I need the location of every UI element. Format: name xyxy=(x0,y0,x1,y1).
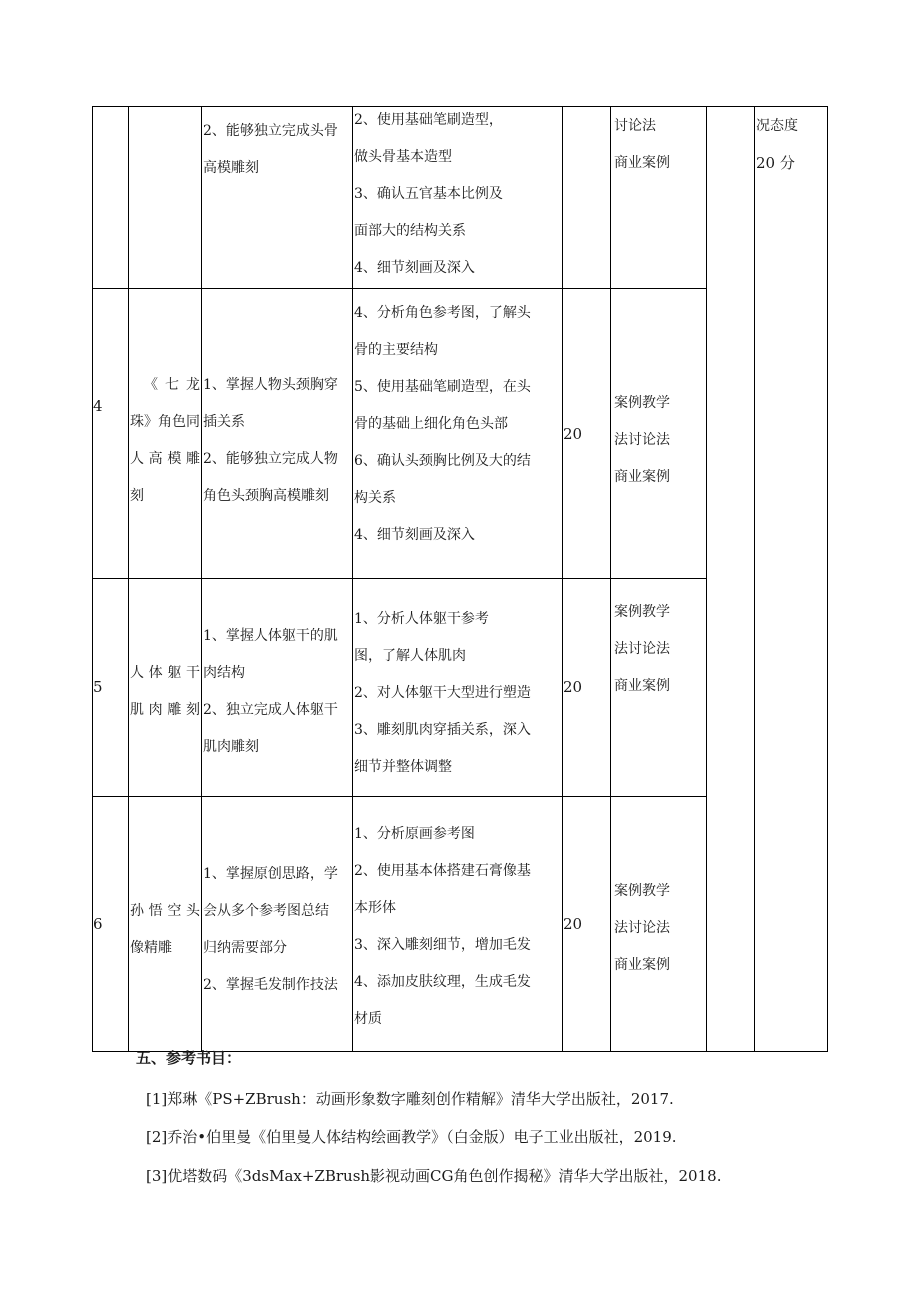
objectives-cell xyxy=(203,618,351,766)
reference-item: [3]优塔数码《3dsMax+ZBrush影视动画CG角色创作揭秘》清华大学出版社，2018. xyxy=(146,1167,722,1185)
col-divider xyxy=(201,106,202,1052)
objectives-cell xyxy=(203,113,351,187)
objective-line: 归纳需要部分 xyxy=(203,940,287,956)
col-divider xyxy=(610,106,611,1052)
row-divider xyxy=(92,796,706,797)
objective-line: 角色头颈胸高模雕刻 xyxy=(203,488,329,504)
col-divider xyxy=(754,106,755,1052)
topic-line: 人体躯干 xyxy=(130,665,200,681)
content-cell xyxy=(354,601,560,786)
content-line: 本形体 xyxy=(354,900,396,916)
content-line: 2、使用基础笔刷造型， xyxy=(354,112,503,128)
topic-line: 人高模雕 xyxy=(130,451,200,467)
content-cell xyxy=(354,816,560,1038)
content-line: 4、添加皮肤纹理，生成毛发 xyxy=(354,974,531,990)
content-line: 做头骨基本造型 xyxy=(354,149,452,165)
topic-line: 孙悟空头 xyxy=(130,903,200,919)
content-line: 4、分析角色参考图，了解头 xyxy=(354,305,531,321)
content-line: 构关系 xyxy=(354,490,396,506)
objective-line: 2、掌握毛发制作技法 xyxy=(203,977,338,993)
method-line: 案例教学 xyxy=(614,604,670,620)
objective-line: 2、能够独立完成人物 xyxy=(203,451,338,467)
methods-cell xyxy=(614,385,704,496)
content-line: 细节并整体调整 xyxy=(354,759,452,775)
content-line: 4、细节刻画及深入 xyxy=(354,527,475,543)
col-divider xyxy=(706,106,707,1052)
content-line: 3、确认五官基本比例及 xyxy=(354,186,503,202)
content-cell xyxy=(354,295,560,554)
content-line: 骨的主要结构 xyxy=(354,342,438,358)
topic-line: 珠》角色同 xyxy=(130,414,200,430)
content-line: 图，了解人体肌肉 xyxy=(354,648,466,664)
row-divider xyxy=(92,578,706,579)
objective-line: 1、掌握人物头颈胸穿 xyxy=(203,377,338,393)
hours-cell: 20 xyxy=(563,678,583,696)
hours-cell: 20 xyxy=(563,425,583,443)
method-line: 商业案例 xyxy=(614,957,670,973)
row-number: 5 xyxy=(93,678,103,696)
objective-line: 2、能够独立完成头骨 xyxy=(203,123,338,139)
topic-line: 刻 xyxy=(130,488,144,504)
content-line: 1、分析人体躯干参考 xyxy=(354,611,489,627)
objective-line: 高模雕刻 xyxy=(203,160,259,176)
content-line: 2、使用基本体搭建石膏像基 xyxy=(354,863,531,879)
method-line: 案例教学 xyxy=(614,883,670,899)
content-line: 4、细节刻画及深入 xyxy=(354,260,475,276)
content-line: 骨的基础上细化角色头部 xyxy=(354,416,508,432)
content-cell xyxy=(354,102,560,287)
topic-line: 像精雕 xyxy=(130,940,172,956)
content-line: 材质 xyxy=(354,1011,382,1027)
row-number: 4 xyxy=(93,397,103,415)
col-divider xyxy=(128,106,129,1052)
objective-line: 肌肉雕刻 xyxy=(203,739,259,755)
topic-line: 《七龙 xyxy=(144,377,200,393)
references-heading: 五、参考书目： xyxy=(136,1049,242,1067)
content-line: 面部大的结构关系 xyxy=(354,223,466,239)
method-line: 案例教学 xyxy=(614,395,670,411)
content-line: 1、分析原画参考图 xyxy=(354,826,475,842)
assessment-line: 20 分 xyxy=(756,154,795,172)
topic-cell xyxy=(130,367,200,515)
method-line: 法讨论法 xyxy=(614,641,670,657)
method-line: 商业案例 xyxy=(614,678,670,694)
methods-cell xyxy=(614,108,704,182)
hours-cell: 20 xyxy=(563,915,583,933)
content-line: 3、雕刻肌肉穿插关系，深入 xyxy=(354,722,531,738)
method-line: 讨论法 xyxy=(614,118,656,134)
objective-line: 插关系 xyxy=(203,414,245,430)
topic-line: 肌肉雕刻 xyxy=(130,702,200,718)
content-line: 6、确认头颈胸比例及大的结 xyxy=(354,453,531,469)
objectives-cell xyxy=(203,367,351,515)
objective-line: 2、独立完成人体躯干 xyxy=(203,702,338,718)
topic-cell xyxy=(130,655,200,729)
method-line: 商业案例 xyxy=(614,155,670,171)
objectives-cell xyxy=(203,856,351,1004)
reference-item: [2]乔治•伯里曼《伯里曼人体结构绘画教学》（白金版）电子工业出版社，2019. xyxy=(146,1128,677,1146)
assessment-line: 况态度 xyxy=(756,118,798,134)
method-line: 法讨论法 xyxy=(614,920,670,936)
objective-line: 1、掌握人体躯干的肌 xyxy=(203,628,338,644)
methods-cell xyxy=(614,594,704,705)
method-line: 商业案例 xyxy=(614,469,670,485)
col-divider xyxy=(827,106,828,1052)
objective-line: 1、掌握原创思路，学 xyxy=(203,866,338,882)
row-number: 6 xyxy=(93,915,103,933)
content-line: 2、对人体躯干大型进行塑造 xyxy=(354,685,531,701)
objective-line: 肉结构 xyxy=(203,665,245,681)
col-divider xyxy=(352,106,353,1052)
method-line: 法讨论法 xyxy=(614,432,670,448)
content-line: 5、使用基础笔刷造型，在头 xyxy=(354,379,531,395)
objective-line: 会从多个参考图总结 xyxy=(203,903,329,919)
reference-item: [1]郑琳《PS+ZBrush：动画形象数字雕刻创作精解》清华大学出版社，2017. xyxy=(146,1090,674,1108)
topic-cell xyxy=(130,893,200,967)
row-divider xyxy=(92,288,706,289)
methods-cell xyxy=(614,873,704,984)
assessment-cell xyxy=(756,108,826,182)
content-line: 3、深入雕刻细节，增加毛发 xyxy=(354,937,531,953)
